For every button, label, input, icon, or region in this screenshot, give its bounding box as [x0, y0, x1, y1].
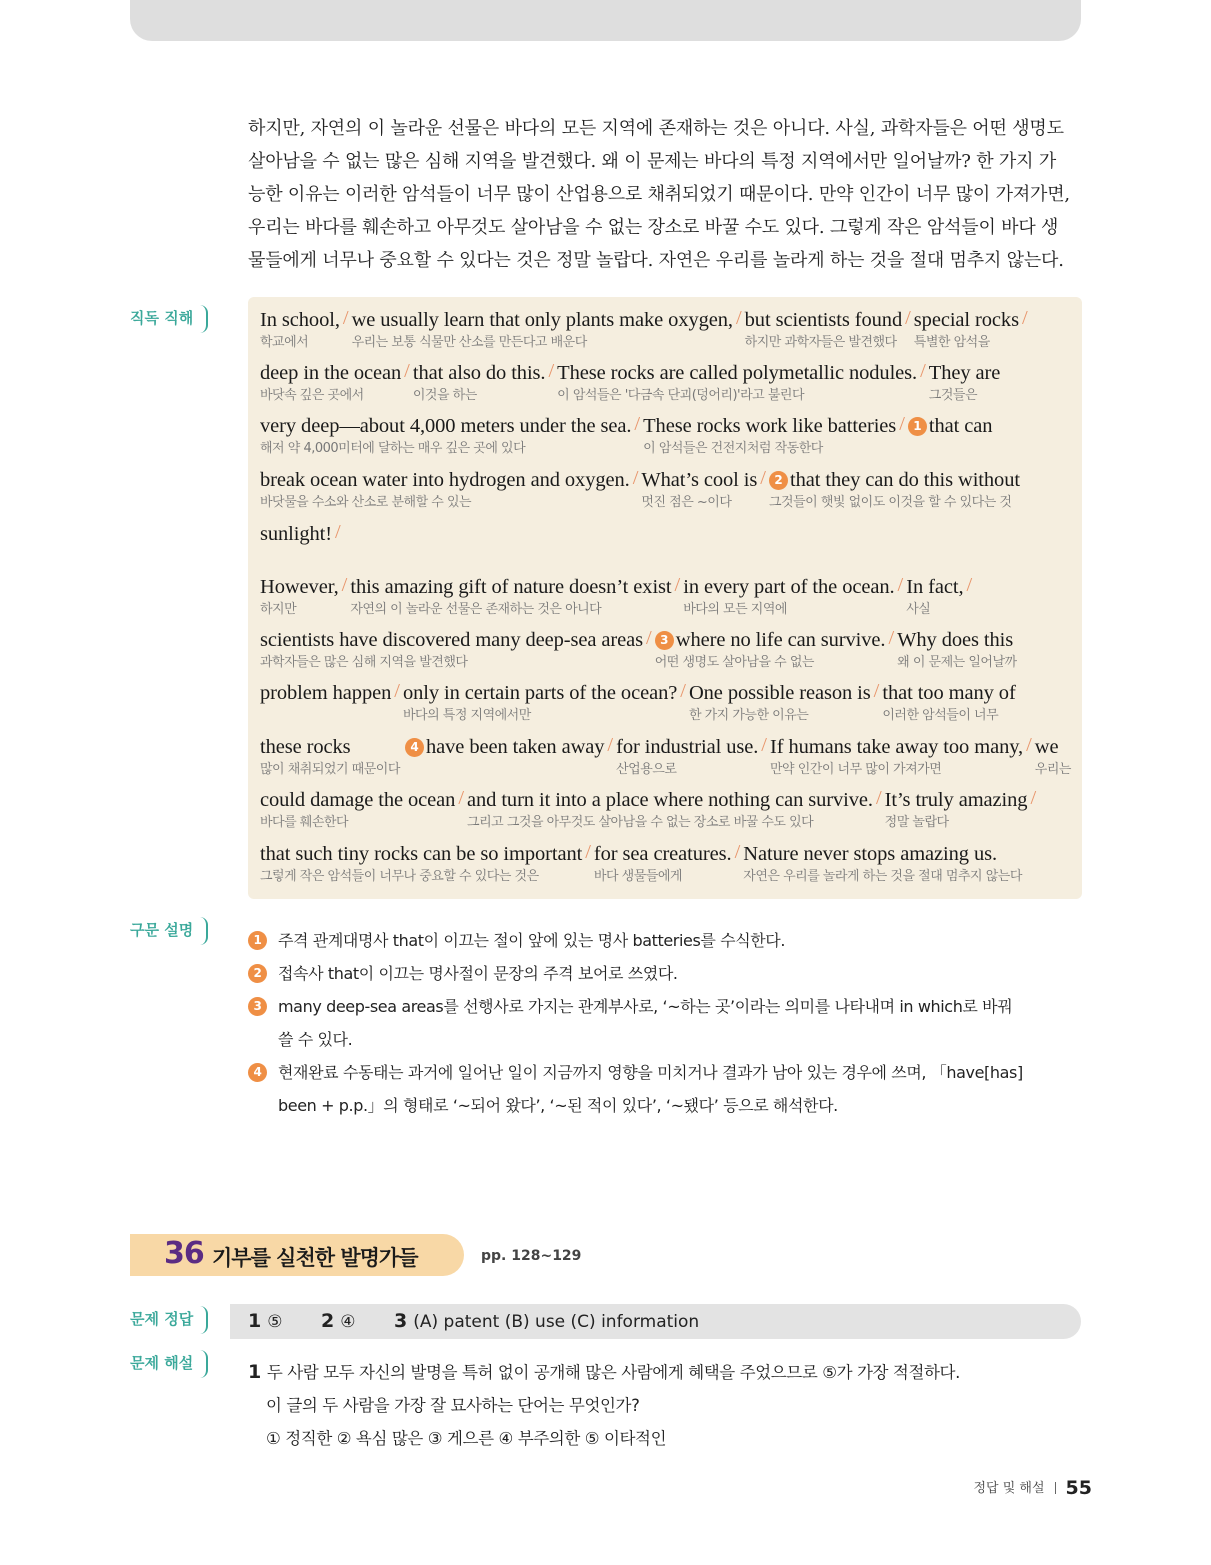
slash-divider: /: [897, 574, 904, 596]
slash-divider: /: [674, 574, 681, 596]
reading-line: [260, 413, 992, 461]
reading-chunk: for sea creatures. 바다 생물들에게: [593, 843, 732, 884]
reading-chunk: that also do this. 이것을 하는: [412, 362, 546, 403]
slash-divider: /: [761, 734, 767, 756]
syntax-note: 4 현재완료 수동태는 과거에 일어난 일이 지금까지 영향을 미치거나 결과가 남아 있는 경우에 쓰며, 「have[has] been + p.p.」의 형태로 ‘~되어 왔다’, ‘~된 적이 있다’, ‘~됐다’ 등으로 해석한다.: [248, 1056, 1082, 1122]
reading-chunk: this amazing gift of nature doesn’t exist 자연의 이 놀라운 선물은 존재하는 것은 아니다: [350, 576, 672, 617]
unit-pages: pp. 128~129: [481, 1248, 582, 1264]
slash-divider: /: [585, 841, 591, 863]
slash-divider: /: [341, 574, 348, 596]
reading-chunk: 2 that they can do this without 그것들이 햇빛 없이도 이것을 할 수 있다는 것: [768, 469, 1020, 510]
slash-divider: /: [404, 360, 410, 382]
slash-divider: /: [335, 521, 341, 543]
reading-chunk: special rocks 특별한 암석을: [913, 309, 1019, 350]
explanation-text: 1 두 사람 모두 자신의 발명을 특허 없이 공개해 많은 사람에게 혜택을 주었으므로 ⑤가 가장 적절하다.: [248, 1361, 960, 1383]
reading-chunk: Nature never stops amazing us. 자연은 우리를 놀라게 하는 것을 절대 멈추지 않는다: [743, 843, 1022, 884]
unit-title: 기부를 실천한 발명가들: [212, 1246, 418, 1270]
label-answer: 문제 정답: [130, 1306, 208, 1334]
reading-chunk: They are 그것들은: [928, 362, 1001, 403]
reading-line: [260, 841, 1022, 889]
reading-chunk: What’s cool is 멋진 점은 ~이다: [641, 469, 758, 510]
slash-divider: /: [634, 413, 641, 435]
unit-number: 36: [164, 1236, 204, 1271]
explanation-options: ① 정직한 ② 욕심 많은 ③ 게으른 ④ 부주의한 ⑤ 이타적인: [266, 1429, 667, 1448]
reading-chunk: but scientists found 하지만 과학자들은 발견했다: [744, 309, 903, 350]
label-direct-reading: 직독 직해: [130, 305, 208, 333]
reading-chunk: very deep—about 4,000 meters under the sea. 해저 약 4,000미터에 달하는 매우 깊은 곳에 있다: [260, 415, 632, 456]
page-number: 55: [1065, 1477, 1092, 1499]
slash-divider: /: [1021, 307, 1028, 329]
number-badge-3: 3: [248, 997, 267, 1016]
korean-translation-paragraph: [248, 112, 1082, 277]
slash-divider: /: [607, 734, 614, 756]
slash-divider: /: [1030, 787, 1037, 809]
slash-divider: /: [888, 627, 895, 649]
reading-chunk: If humans take away too many, 만약 인간이 너무 많이 가져가면: [769, 736, 1024, 777]
korean-line: 물들에게 너무나 중요할 수 있다는 것은 정말 놀랍다. 자연은 우리를 놀라게 하는 것을 절대 멈추지 않는다.: [248, 250, 1064, 271]
reading-chunk: In fact, 사실: [906, 576, 964, 617]
slash-divider: /: [920, 360, 926, 382]
reading-chunk: these rocks 많이 채취되었기 때문이다: [260, 736, 400, 777]
reading-chunk: deep in the ocean 바닷속 깊은 곳에서: [260, 362, 402, 403]
slash-divider: /: [735, 307, 742, 329]
reading-chunk: we 우리는: [1034, 736, 1071, 777]
reading-chunk: only in certain parts of the ocean? 바다의 특정 지역에서만: [402, 682, 678, 723]
reading-chunk: that such tiny rocks can be so important 그렇게 작은 암석들이 너무나 중요할 수 있다는 것은: [260, 843, 583, 884]
slash-divider: /: [646, 627, 652, 649]
slash-divider: /: [1026, 734, 1032, 756]
korean-line: 우리는 바다를 훼손하고 아무것도 살아남을 수 없는 장소로 바꿀 수도 있다. 그렇게 작은 암석들이 바다 생: [248, 217, 1059, 238]
slash-divider: /: [760, 467, 766, 489]
reading-line: [260, 521, 344, 569]
reading-chunk: However, 하지만: [260, 576, 339, 617]
slash-divider: /: [873, 680, 880, 702]
syntax-note: 3 many deep-sea areas를 선행사로 가지는 관계부사로, ‘~하는 곳’이라는 의미를 나타내며 in which로 바꿔 쓸 수 있다.: [248, 990, 1082, 1056]
reading-chunk: It’s truly amazing 정말 놀랍다: [884, 789, 1028, 830]
reading-chunk: problem happen: [260, 682, 392, 704]
reading-chunk: we usually learn that only plants make oxygen, 우리는 보통 식물만 산소를 만든다고 배운다: [351, 309, 733, 350]
reading-line: [260, 787, 1039, 835]
slash-divider: /: [394, 680, 400, 702]
reading-chunk: scientists have discovered many deep-sea areas 과학자들은 많은 심해 지역을 발견했다: [260, 629, 644, 670]
reading-line: [260, 680, 1016, 728]
reading-line: [260, 627, 1017, 675]
direct-reading-box: [248, 297, 1082, 899]
unit-header-tab: [130, 1234, 464, 1276]
syntax-note: 1 주격 관계대명사 that이 이끄는 절이 앞에 있는 명사 batteries를 수식한다.: [248, 924, 1082, 957]
slash-divider: /: [342, 307, 349, 329]
reading-chunk: 1 that can: [908, 413, 993, 439]
reading-chunk: for industrial use. 산업용으로: [616, 736, 759, 777]
slash-divider: /: [458, 787, 465, 809]
reading-chunk: that too many of 이러한 암석들이 너무: [882, 682, 1016, 723]
slash-divider: /: [734, 841, 741, 863]
explanation-question: 이 글의 두 사람을 가장 잘 묘사하는 단어는 무엇인가?: [266, 1396, 640, 1415]
reading-line: [260, 734, 1071, 782]
number-badge-1: 1: [248, 931, 267, 950]
reading-line: [260, 574, 975, 622]
number-badge-1: 1: [908, 417, 927, 436]
korean-line: 능한 이유는 이러한 암석들이 너무 많이 산업용으로 채취되었기 때문이다. 만약 인간이 너무 많이 가져가면,: [248, 184, 1070, 205]
number-badge-3: 3: [655, 631, 674, 650]
page-footer: [973, 1477, 1092, 1499]
reading-chunk: 4 have been taken away: [405, 734, 604, 760]
slash-divider: /: [966, 574, 973, 596]
answer-item: 2 ④: [321, 1310, 356, 1332]
reading-chunk: in every part of the ocean. 바다의 모든 지역에: [683, 576, 895, 617]
slash-divider: /: [875, 787, 882, 809]
reading-chunk: and turn it into a place where nothing can survive. 그리고 그것을 아무것도 살아남을 수 없는 장소로 바꿀 수도 있다: [467, 789, 873, 830]
footer-text: 정답 및 해설: [973, 1481, 1045, 1496]
answer-item: 1 ⑤: [248, 1310, 283, 1332]
reading-chunk: These rocks work like batteries 이 암석들은 건전지처럼 작동한다: [643, 415, 897, 456]
reading-chunk: sunlight!: [260, 523, 332, 545]
reading-line: [260, 360, 1000, 408]
slash-divider: /: [548, 360, 555, 382]
reading-chunk: These rocks are called polymetallic nodules. 이 암석들은 '다금속 단괴(덩어리)'라고 불린다: [557, 362, 918, 403]
korean-line: 하지만, 자연의 이 놀라운 선물은 바다의 모든 지역에 존재하는 것은 아니다. 사실, 과학자들은 어떤 생명도: [248, 118, 1064, 139]
number-badge-4: 4: [405, 738, 424, 757]
reading-chunk: One possible reason is 한 가지 가능한 이유는: [688, 682, 871, 723]
slash-divider: /: [905, 307, 911, 329]
answer-item: 3 (A) patent (B) use (C) information: [394, 1310, 700, 1332]
slash-divider: /: [632, 467, 639, 489]
explanation-block: [248, 1356, 960, 1455]
reading-line: [260, 467, 1020, 515]
reading-chunk: could damage the ocean 바다를 훼손한다: [260, 789, 456, 830]
number-badge-2: 2: [248, 964, 267, 983]
slash-divider: /: [899, 413, 905, 435]
reading-line: [260, 307, 1031, 355]
number-badge-4: 4: [248, 1063, 267, 1082]
top-header-bar: [130, 0, 1081, 41]
number-badge-2: 2: [769, 471, 788, 490]
reading-chunk: break ocean water into hydrogen and oxygen. 바닷물을 수소와 산소로 분해할 수 있는: [260, 469, 630, 510]
korean-line: 살아남을 수 없는 많은 심해 지역을 발견했다. 왜 이 문제는 바다의 특정 지역에서만 일어날까? 한 가지 가: [248, 151, 1057, 172]
label-syntax: 구문 설명: [130, 917, 208, 945]
reading-chunk: Why does this 왜 이 문제는 일어날까: [897, 629, 1017, 670]
footer-divider: [1055, 1482, 1056, 1494]
syntax-notes: [248, 924, 1082, 1122]
slash-divider: /: [680, 680, 686, 702]
reading-chunk: In school, 학교에서: [260, 309, 340, 350]
label-explanation: 문제 해설: [130, 1350, 208, 1378]
syntax-note: 2 접속사 that이 이끄는 명사절이 문장의 주격 보어로 쓰였다.: [248, 957, 1082, 990]
reading-chunk: 3 where no life can survive. 어떤 생명도 살아남을 수 없는: [654, 629, 886, 670]
